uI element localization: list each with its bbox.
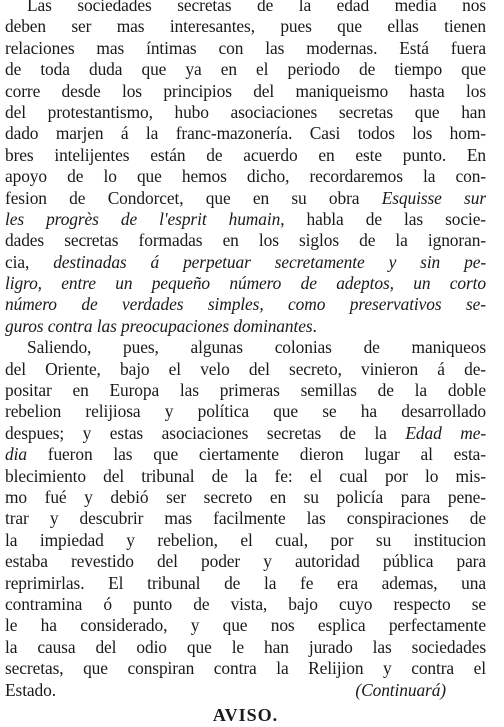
text-line: Estado. [5,679,56,700]
text-line: rebelion relijiosa y política que se ha desarrollado [5,401,486,422]
edad-media-italic: Edad me- [405,422,486,443]
article-column [5,0,486,727]
text-line: secretas, que conspiran contra la Relijion y contra el [5,658,486,679]
text-line: de toda duda que ya en el periodo de tiempo que [5,59,486,80]
quote-italic: guros contra las preocupaciones dominantes [5,315,313,336]
text-line: deben ser mas interesantes, pues que ellas tienen [5,16,486,37]
text-line: le ha considerado, y que nos esplica perfectamente [5,615,486,636]
text-line: positar en Europa las primeras semillas de la doble [5,380,486,401]
text-line: reprimirlas. El tribunal de la fe era ademas, una [5,572,486,593]
text-line: contramina ó punto de vista, bajo cuyo respecto se [5,593,486,614]
text-line: estaba revestido del poder y autoridad pública para [5,551,486,572]
text-line: les progrès de l'esprit humain, habla de las socie- [5,208,486,229]
text-line: la impiedad y rebelion, el cual, por su institucion [5,529,486,550]
text-line: apoyo de lo que hemos dicho, recordaremos la con- [5,166,486,187]
text-line: blecimiento del tribunal de la fe: el cual por lo mis- [5,465,486,486]
text-line: bres intelijentes están de acuerdo en este punto. En [5,144,486,165]
edad-media-italic: dia [5,444,27,465]
text-line: fesion de Condorcet, que en su obra Esquisse sur [5,187,486,208]
text-line: mo fué y debió ser secreto en su policía para pene- [5,486,486,507]
text-line: trar y descubrir mas facilmente las conspiraciones de [5,508,486,529]
continuation-note: (Continuará) [355,679,446,700]
quote-italic: destinadas á perpetuar secretamente y sin pe- [53,251,486,272]
text-line: despues; y estas asociaciones secretas de la Edad me- [5,422,486,443]
book-title-italic: Esquisse sur [381,187,486,208]
book-title-italic: les progrès de l'esprit humain [5,208,281,229]
text-line: dado marjen á la franc-mazonería. Casi todos los hom- [5,123,486,144]
text-line: Saliendo, pues, algunas colonias de maniqueos [27,337,486,358]
text-line: guros contra las preocupaciones dominantes. [5,315,317,336]
aviso-heading: AVISO. [212,704,279,725]
text-line: relaciones mas íntimas con las modernas. Está fuera [5,37,486,58]
text-line: cia, destinadas á perpetuar secretamente y sin pe- [5,251,486,272]
text-line: del Oriente, bajo el velo del secreto, vinieron á de- [5,358,486,379]
text-line: del protestantismo, hubo asociaciones secretas que han [5,101,486,122]
text-line: dades secretas formadas en los siglos de la ignoran- [5,230,486,251]
text-line: Las sociedades secretas de la edad media nos [27,0,486,15]
quote-italic-line: ligro, entre un pequeño número de adeptos, un corto [5,273,486,294]
text-line: la causa del odio que le han jurado las sociedades [5,636,486,657]
text-line: dia fueron las que ciertamente dieron lugar al esta- [5,444,486,465]
paragraph-2 [5,337,486,701]
text-line: corre desde los principios del maniqueismo hasta los [5,80,486,101]
continuation-note-row [5,680,486,701]
quote-italic-line: número de verdades simples, como preservativos se- [5,294,486,315]
paragraph-1 [5,0,486,337]
